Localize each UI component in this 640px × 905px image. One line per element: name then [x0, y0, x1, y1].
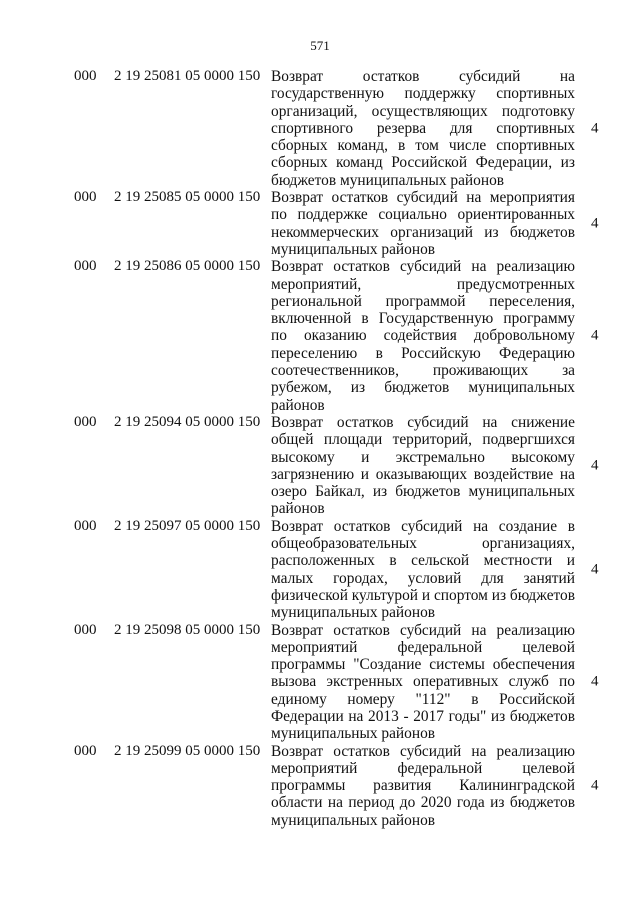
budget-classification-code: 2 19 25098 05 0000 150	[114, 621, 261, 638]
normative-code: 4	[591, 561, 599, 578]
admin-code: 000	[74, 742, 97, 759]
admin-code: 000	[74, 258, 97, 275]
budget-classification-code: 2 19 25094 05 0000 150	[114, 413, 261, 430]
table-row	[0, 622, 640, 743]
budget-classification-code: 2 19 25097 05 0000 150	[114, 517, 261, 534]
admin-code: 000	[74, 517, 97, 534]
admin-code: 000	[74, 621, 97, 638]
normative-code: 4	[591, 327, 599, 344]
admin-code: 000	[74, 413, 97, 430]
revenue-name: Возврат остатков субсидий на реализацию мероприятий федеральной целевой программы "Создание системы обеспечения вызова экстренных оперативных служб по единому номеру "112" в Российской Федерации на 2013 - 2017 годы" из бюджетов муниципальных районов	[271, 621, 575, 743]
table-row	[0, 518, 640, 622]
normative-code: 4	[591, 120, 599, 137]
revenue-name: Возврат остатков субсидий на создание в общеобразовательных организациях, расположенных в сельской местности и малых городах, условий для занятий физической культурой и спортом из бюджетов муниципальных районов	[271, 517, 576, 622]
budget-classification-code: 2 19 25099 05 0000 150	[114, 742, 261, 759]
table-row	[0, 743, 640, 829]
budget-classification-code: 2 19 25085 05 0000 150	[114, 189, 261, 206]
table-row	[0, 414, 640, 518]
admin-code: 000	[74, 189, 97, 206]
normative-code: 4	[591, 215, 599, 232]
table-row	[0, 189, 640, 258]
table-row	[0, 68, 640, 189]
revenue-name: Возврат остатков субсидий на государственную поддержку спортивных организаций, осуществляющих подготовку спортивного резерва для спортивных сборных команд, в том числе спортивных сборных команд Российской Федерации, из бюджетов муниципальных районов	[271, 68, 575, 189]
budget-classification-code: 2 19 25086 05 0000 150	[114, 258, 261, 275]
revenue-name: Возврат остатков субсидий на реализацию мероприятий, предусмотренных региональной программой переселения, включенной в Государственную программу по оказанию содействия добровольному переселению в Российскую Федерацию соотечественников, проживающих за рубежом, из бюджетов муниципальных районов	[271, 258, 575, 414]
budget-classification-code: 2 19 25081 05 0000 150	[114, 68, 261, 84]
table-row	[0, 258, 640, 414]
normative-code: 4	[591, 673, 599, 690]
normative-code: 4	[591, 777, 599, 794]
revenue-name: Возврат остатков субсидий на мероприятия по поддержке социально ориентированных некоммерческих организаций из бюджетов муниципальных районов	[271, 189, 575, 258]
normative-code: 4	[591, 457, 599, 474]
admin-code: 000	[74, 68, 97, 84]
budget-codes-table	[0, 68, 640, 829]
revenue-name: Возврат остатков субсидий на снижение общей площади территорий, подвергшихся высокому и экстремально высокому загрязнению и оказывающих воздействие на озеро Байкал, из бюджетов муниципальных районов	[271, 413, 575, 518]
revenue-name: Возврат остатков субсидий на реализацию мероприятий федеральной целевой программы развития Калининградской области на период до 2020 года из бюджетов муниципальных районов	[271, 742, 575, 829]
page-number: 571	[310, 38, 330, 53]
